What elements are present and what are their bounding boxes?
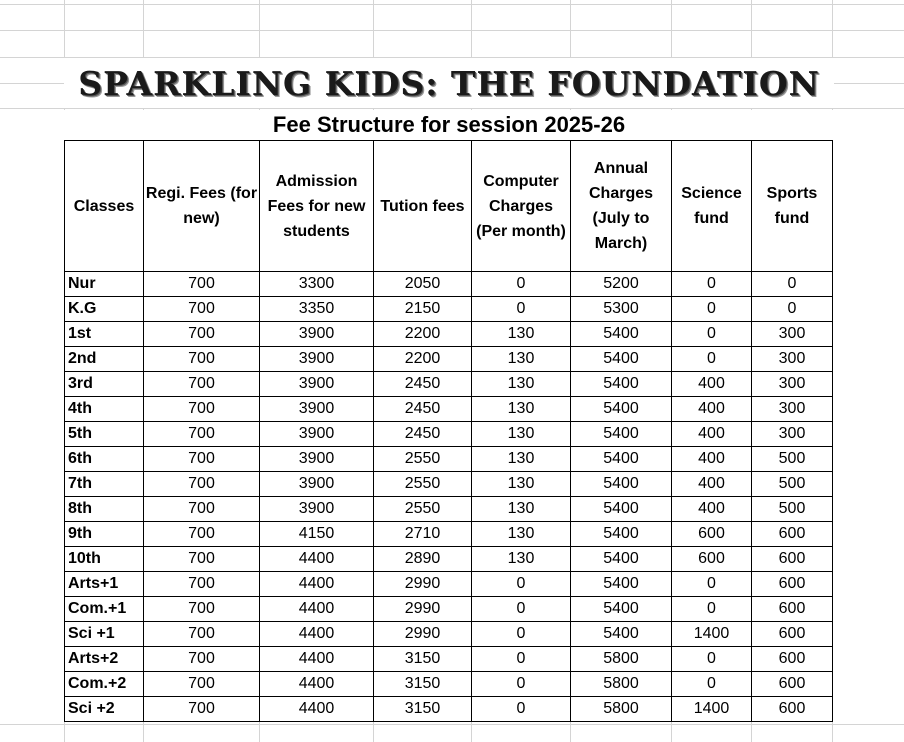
admission-fees-cell: 3300 <box>260 272 374 297</box>
annual-charges-cell: 5300 <box>571 297 672 322</box>
tution-fees-cell: 2990 <box>374 622 472 647</box>
annual-charges-cell: 5400 <box>571 547 672 572</box>
computer-charges-cell: 130 <box>472 322 571 347</box>
computer-charges-cell: 130 <box>472 497 571 522</box>
science-fund-cell: 400 <box>672 397 752 422</box>
table-row <box>65 572 833 597</box>
sports-fund-cell: 500 <box>752 447 833 472</box>
regi-fees-cell: 700 <box>144 622 260 647</box>
admission-fees-cell: 3900 <box>260 322 374 347</box>
science-fund-cell: 1400 <box>672 622 752 647</box>
sports-fund-cell: 600 <box>752 622 833 647</box>
admission-fees-cell: 3900 <box>260 372 374 397</box>
admission-fees-cell: 4400 <box>260 622 374 647</box>
computer-charges-cell: 130 <box>472 422 571 447</box>
admission-fees-cell: 4400 <box>260 572 374 597</box>
column-header-science-fund: Science fund <box>672 141 752 272</box>
class-name-cell: Com.+2 <box>65 672 144 697</box>
science-fund-cell: 0 <box>672 297 752 322</box>
regi-fees-cell: 700 <box>144 672 260 697</box>
computer-charges-cell: 130 <box>472 397 571 422</box>
table-row <box>65 497 833 522</box>
table-row <box>65 397 833 422</box>
regi-fees-cell: 700 <box>144 297 260 322</box>
column-header-admission-fees: Admission Fees for new students <box>260 141 374 272</box>
tution-fees-cell: 2890 <box>374 547 472 572</box>
admission-fees-cell: 4150 <box>260 522 374 547</box>
class-name-cell: 6th <box>65 447 144 472</box>
sports-fund-cell: 600 <box>752 547 833 572</box>
computer-charges-cell: 130 <box>472 447 571 472</box>
regi-fees-cell: 700 <box>144 372 260 397</box>
column-header-computer-charges: Computer Charges (Per month) <box>472 141 571 272</box>
computer-charges-cell: 0 <box>472 622 571 647</box>
science-fund-cell: 0 <box>672 672 752 697</box>
column-header-tution-fees: Tution fees <box>374 141 472 272</box>
science-fund-cell: 400 <box>672 447 752 472</box>
regi-fees-cell: 700 <box>144 697 260 722</box>
table-row <box>65 697 833 722</box>
admission-fees-cell: 3900 <box>260 447 374 472</box>
admission-fees-cell: 3900 <box>260 422 374 447</box>
admission-fees-cell: 3900 <box>260 497 374 522</box>
sports-fund-cell: 0 <box>752 297 833 322</box>
tution-fees-cell: 2550 <box>374 497 472 522</box>
science-fund-cell: 400 <box>672 422 752 447</box>
regi-fees-cell: 700 <box>144 447 260 472</box>
sports-fund-cell: 500 <box>752 497 833 522</box>
annual-charges-cell: 5400 <box>571 322 672 347</box>
sports-fund-cell: 600 <box>752 647 833 672</box>
computer-charges-cell: 0 <box>472 597 571 622</box>
regi-fees-cell: 700 <box>144 522 260 547</box>
table-row <box>65 647 833 672</box>
science-fund-cell: 0 <box>672 647 752 672</box>
computer-charges-cell: 0 <box>472 572 571 597</box>
regi-fees-cell: 700 <box>144 572 260 597</box>
annual-charges-cell: 5400 <box>571 622 672 647</box>
table-row <box>65 422 833 447</box>
sports-fund-cell: 300 <box>752 322 833 347</box>
class-name-cell: Com.+1 <box>65 597 144 622</box>
regi-fees-cell: 700 <box>144 322 260 347</box>
table-row <box>65 447 833 472</box>
science-fund-cell: 0 <box>672 347 752 372</box>
sports-fund-cell: 300 <box>752 422 833 447</box>
class-name-cell: 5th <box>65 422 144 447</box>
admission-fees-cell: 4400 <box>260 697 374 722</box>
sports-fund-cell: 600 <box>752 572 833 597</box>
table-body <box>65 272 833 722</box>
computer-charges-cell: 0 <box>472 272 571 297</box>
column-header-classes: Classes <box>65 141 144 272</box>
table-row <box>65 472 833 497</box>
tution-fees-cell: 3150 <box>374 672 472 697</box>
table-row <box>65 372 833 397</box>
computer-charges-cell: 130 <box>472 347 571 372</box>
annual-charges-cell: 5400 <box>571 347 672 372</box>
annual-charges-cell: 5400 <box>571 522 672 547</box>
table-row <box>65 547 833 572</box>
table-row <box>65 672 833 697</box>
class-name-cell: 1st <box>65 322 144 347</box>
regi-fees-cell: 700 <box>144 272 260 297</box>
tution-fees-cell: 2550 <box>374 447 472 472</box>
tution-fees-cell: 2990 <box>374 597 472 622</box>
science-fund-cell: 600 <box>672 522 752 547</box>
admission-fees-cell: 3900 <box>260 347 374 372</box>
tution-fees-cell: 2150 <box>374 297 472 322</box>
regi-fees-cell: 700 <box>144 497 260 522</box>
annual-charges-cell: 5400 <box>571 422 672 447</box>
admission-fees-cell: 4400 <box>260 547 374 572</box>
annual-charges-cell: 5400 <box>571 597 672 622</box>
header-row <box>65 141 833 272</box>
admission-fees-cell: 4400 <box>260 647 374 672</box>
computer-charges-cell: 0 <box>472 297 571 322</box>
regi-fees-cell: 700 <box>144 422 260 447</box>
computer-charges-cell: 130 <box>472 547 571 572</box>
column-header-regi-fees: Regi. Fees (for new) <box>144 141 260 272</box>
science-fund-cell: 0 <box>672 322 752 347</box>
computer-charges-cell: 130 <box>472 372 571 397</box>
class-name-cell: 2nd <box>65 347 144 372</box>
sports-fund-cell: 0 <box>752 272 833 297</box>
class-name-cell: Arts+1 <box>65 572 144 597</box>
regi-fees-cell: 700 <box>144 597 260 622</box>
sports-fund-cell: 300 <box>752 397 833 422</box>
sports-fund-cell: 600 <box>752 597 833 622</box>
table-row <box>65 622 833 647</box>
computer-charges-cell: 0 <box>472 697 571 722</box>
sports-fund-cell: 500 <box>752 472 833 497</box>
admission-fees-cell: 3900 <box>260 397 374 422</box>
fee-structure-table <box>64 140 833 722</box>
class-name-cell: 4th <box>65 397 144 422</box>
science-fund-cell: 0 <box>672 597 752 622</box>
science-fund-cell: 400 <box>672 472 752 497</box>
sports-fund-cell: 300 <box>752 372 833 397</box>
table-row <box>65 597 833 622</box>
annual-charges-cell: 5400 <box>571 572 672 597</box>
science-fund-cell: 1400 <box>672 697 752 722</box>
sports-fund-cell: 300 <box>752 347 833 372</box>
computer-charges-cell: 0 <box>472 647 571 672</box>
class-name-cell: K.G <box>65 297 144 322</box>
class-name-cell: 8th <box>65 497 144 522</box>
science-fund-cell: 0 <box>672 572 752 597</box>
science-fund-cell: 600 <box>672 547 752 572</box>
tution-fees-cell: 2710 <box>374 522 472 547</box>
tution-fees-cell: 2550 <box>374 472 472 497</box>
table-row <box>65 322 833 347</box>
tution-fees-cell: 2200 <box>374 347 472 372</box>
admission-fees-cell: 4400 <box>260 672 374 697</box>
sports-fund-cell: 600 <box>752 697 833 722</box>
column-header-annual-charges: Annual Charges (July to March) <box>571 141 672 272</box>
tution-fees-cell: 3150 <box>374 647 472 672</box>
class-name-cell: Sci +1 <box>65 622 144 647</box>
admission-fees-cell: 3350 <box>260 297 374 322</box>
computer-charges-cell: 130 <box>472 472 571 497</box>
tution-fees-cell: 2990 <box>374 572 472 597</box>
column-header-sports-fund: Sports fund <box>752 141 833 272</box>
regi-fees-cell: 700 <box>144 547 260 572</box>
class-name-cell: Sci +2 <box>65 697 144 722</box>
science-fund-cell: 400 <box>672 497 752 522</box>
tution-fees-cell: 2450 <box>374 422 472 447</box>
class-name-cell: Nur <box>65 272 144 297</box>
table-row <box>65 297 833 322</box>
tution-fees-cell: 2450 <box>374 397 472 422</box>
annual-charges-cell: 5400 <box>571 397 672 422</box>
tution-fees-cell: 2050 <box>374 272 472 297</box>
annual-charges-cell: 5400 <box>571 472 672 497</box>
table-header <box>65 141 833 272</box>
computer-charges-cell: 130 <box>472 522 571 547</box>
sports-fund-cell: 600 <box>752 522 833 547</box>
science-fund-cell: 400 <box>672 372 752 397</box>
admission-fees-cell: 3900 <box>260 472 374 497</box>
annual-charges-cell: 5800 <box>571 697 672 722</box>
admission-fees-cell: 4400 <box>260 597 374 622</box>
annual-charges-cell: 5400 <box>571 372 672 397</box>
table-row <box>65 272 833 297</box>
class-name-cell: 10th <box>65 547 144 572</box>
annual-charges-cell: 5400 <box>571 447 672 472</box>
regi-fees-cell: 700 <box>144 472 260 497</box>
class-name-cell: 9th <box>65 522 144 547</box>
tution-fees-cell: 2450 <box>374 372 472 397</box>
annual-charges-cell: 5200 <box>571 272 672 297</box>
table-row <box>65 347 833 372</box>
annual-charges-cell: 5800 <box>571 647 672 672</box>
regi-fees-cell: 700 <box>144 347 260 372</box>
sports-fund-cell: 600 <box>752 672 833 697</box>
science-fund-cell: 0 <box>672 272 752 297</box>
regi-fees-cell: 700 <box>144 647 260 672</box>
regi-fees-cell: 700 <box>144 397 260 422</box>
tution-fees-cell: 2200 <box>374 322 472 347</box>
class-name-cell: 7th <box>65 472 144 497</box>
annual-charges-cell: 5800 <box>571 672 672 697</box>
annual-charges-cell: 5400 <box>571 497 672 522</box>
table-row <box>65 522 833 547</box>
computer-charges-cell: 0 <box>472 672 571 697</box>
fee-structure-subtitle: Fee Structure for session 2025-26 <box>64 110 834 140</box>
class-name-cell: 3rd <box>65 372 144 397</box>
school-title: SPARKLING KIDS: THE FOUNDATION <box>64 58 834 108</box>
class-name-cell: Arts+2 <box>65 647 144 672</box>
tution-fees-cell: 3150 <box>374 697 472 722</box>
